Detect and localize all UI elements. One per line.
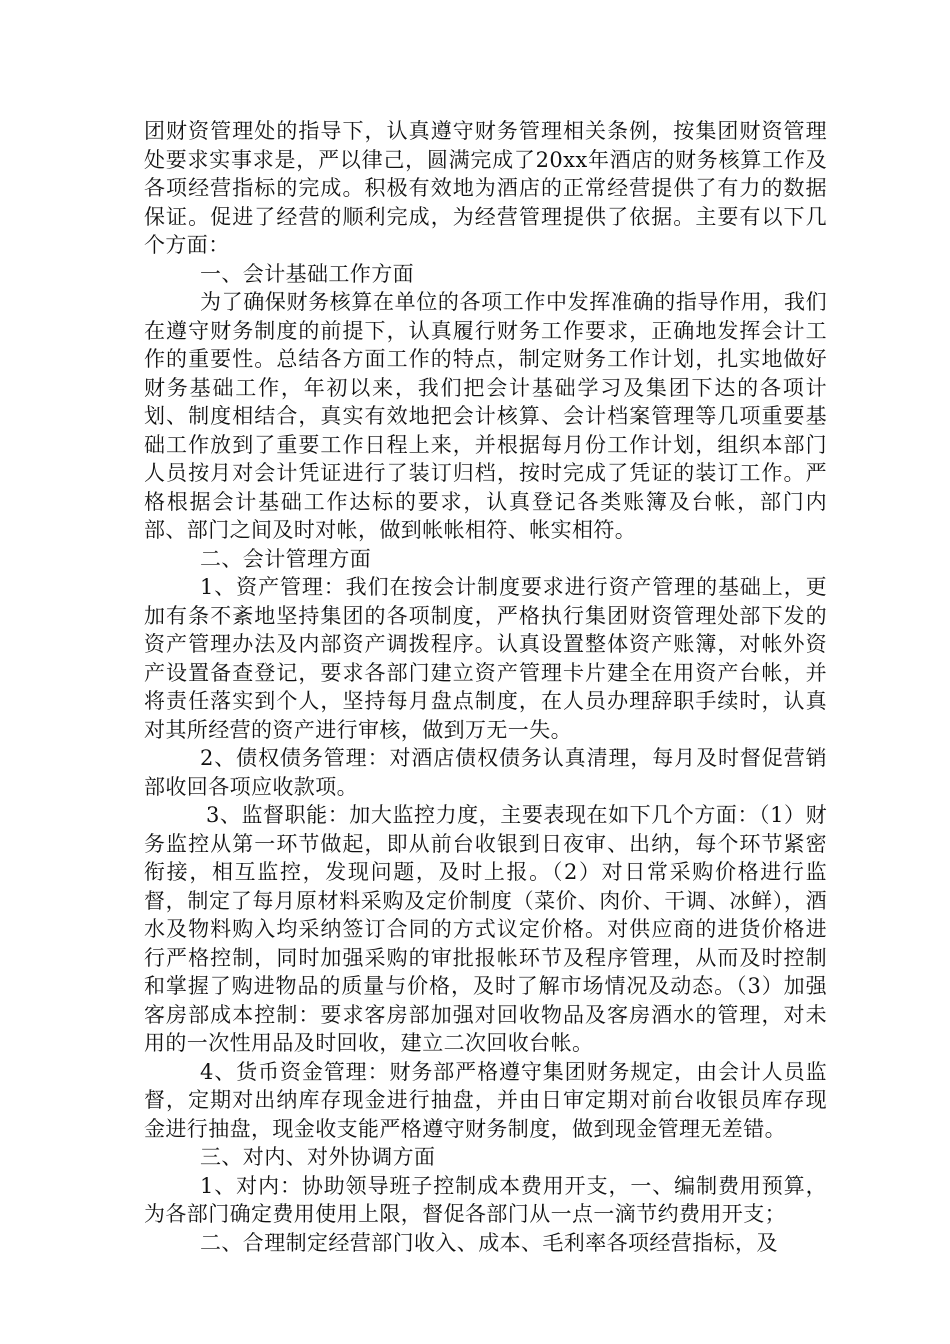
paragraph-internal-coordination: 1、对内：协助领导班子控制成本费用开支，一、编制费用预算，为各部门确定费用使用上限，督促各部门从一点一滴节约费用开支； [144, 1173, 827, 1226]
paragraph-intro: 团财资管理处的指导下，认真遵守财务管理相关条例，按集团财资管理处要求实事求是，严以律己，圆满完成了20xx年酒店的财务核算工作及各项经营指标的完成。积极有效地为酒店的正常经营提供了有力的数据保证。促进了经营的顺利完成，为经营管理提供了依据。主要有以下几个方面： [144, 119, 827, 257]
paragraph-targets: 二、合理制定经营部门收入、成本、毛利率各项经营指标，及 [200, 1230, 778, 1255]
paragraph-accounting-basics: 为了确保财务核算在单位的各项工作中发挥准确的指导作用，我们在遵守财务制度的前提下，认真履行财务工作要求，正确地发挥会计工作的重要性。总结各方面工作的特点，制定财务工作计划，扎实地做好财务基础工作，年初以来，我们把会计基础学习及集团下达的各项计划、制度相结合，真实有效地把会计核算、会计档案管理等几项重要基础工作放到了重要工作日程上来，并根据每月份工作计划，组织本部门人员按月对会计凭证进行了装订归档，按时完成了凭证的装订工作。严格根据会计基础工作达标的要求，认真登记各类账簿及台帐，部门内部、部门之间及时对帐，做到帐帐相符、帐实相符。 [144, 290, 827, 542]
paragraph-debt-management: 2、债权债务管理：对酒店债权债务认真清理，每月及时督促营销部收回各项应收款项。 [144, 746, 827, 799]
document-body [144, 117, 827, 1257]
heading-accounting-management: 二、会计管理方面 [200, 546, 372, 571]
heading-coordination: 三、对内、对外协调方面 [200, 1145, 436, 1169]
heading-accounting-basics: 一、会计基础工作方面 [200, 261, 414, 286]
paragraph-asset-management: 1、资产管理：我们在按会计制度要求进行资产管理的基础上，更加有条不紊地坚持集团的各项制度，严格执行集团财资管理处部下发的资产管理办法及内部资产调拨程序。认真设置整体资产账簿，对帐外资产设置备查登记，要求各部门建立资产管理卡片建全在用资产台帐，并将责任落实到个人，坚持每月盘点制度，在人员办理辞职手续时，认真对其所经营的资产进行审核，做到万无一失。 [144, 575, 827, 742]
paragraph-cash-management: 4、货币资金管理：财务部严格遵守集团财务规定，由会计人员监督，定期对出纳库存现金进行抽盘，并由日审定期对前台收银员库存现金进行抽盘，现金收支能严格遵守财务制度，做到现金管理无差错。 [144, 1059, 827, 1141]
paragraph-supervision: 3、监督职能：加大监控力度，主要表现在如下几个方面：（1）财务监控从第一环节做起，即从前台收银到日夜审、出纳，每个环节紧密衔接，相互监控，发现问题，及时上报。（2）对日常采购价格进行监督，制定了每月原材料采购及定价制度（菜价、肉价、干调、冰鲜），酒水及物料购入均采纳签订合同的方式议定价格。对供应商的进货价格进行严格控制，同时加强采购的审批报帐环节及程序管理，从而及时控制和掌握了购进物品的质量与价格，及时了解市场情况及动态。（3）加强客房部成本控制：要求客房部加强对回收物品及客房酒水的管理，对未用的一次性用品及时回收，建立二次回收台帐。 [144, 803, 827, 1055]
